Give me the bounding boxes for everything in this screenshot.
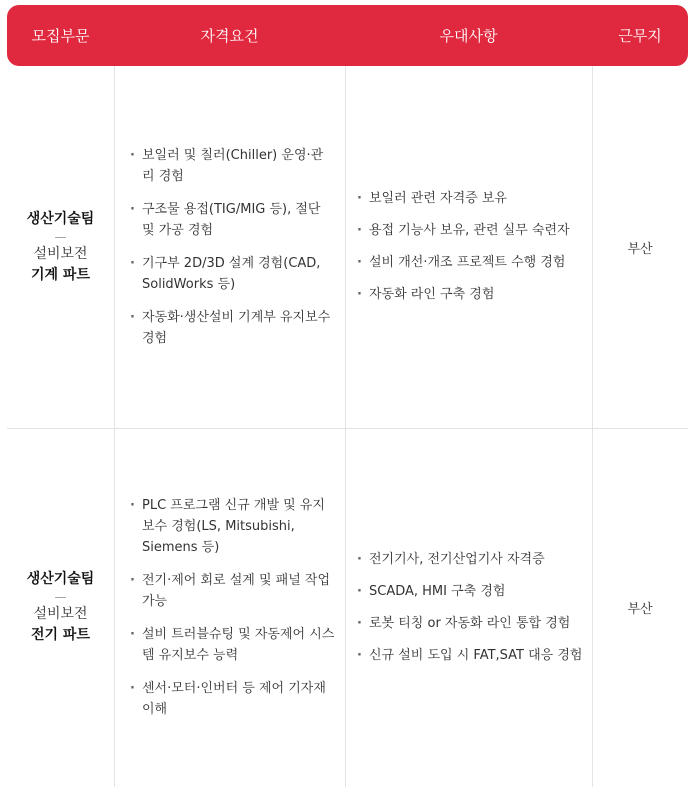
sub-department: 설비보전 bbox=[33, 606, 88, 622]
department-label bbox=[27, 209, 95, 286]
requirements-cell bbox=[114, 66, 345, 428]
list-item: · 전기기사, 전기산업기사 자격증 bbox=[353, 550, 583, 570]
location-text: 부산 bbox=[627, 241, 653, 257]
list-item: · PLC 프로그램 신규 개발 및 유지보수 경험(LS, Mitsubishi, Siemens 등) bbox=[126, 495, 335, 558]
preferred-cell bbox=[345, 428, 592, 787]
team-name: 생산기술팀 bbox=[26, 210, 95, 227]
preferred-cell bbox=[345, 66, 592, 428]
department-cell bbox=[7, 66, 114, 428]
list-item: · 설비 트러블슈팅 및 자동제어 시스템 유지보수 능력 bbox=[126, 624, 335, 666]
list-item: · 센서·모터·인버터 등 제어 기자재 이해 bbox=[126, 678, 335, 720]
part-name: 기계 파트 bbox=[31, 266, 90, 283]
list-item: · 구조물 용접(TIG/MIG 등), 절단 및 가공 경험 bbox=[126, 199, 335, 241]
requirements-cell bbox=[114, 428, 345, 787]
location-cell bbox=[592, 428, 688, 787]
dash-separator: — bbox=[54, 590, 67, 604]
table-header bbox=[7, 5, 688, 66]
header-preferred: 우대사항 bbox=[439, 27, 498, 45]
header-location: 근무지 bbox=[618, 27, 662, 45]
part-name: 전기 파트 bbox=[31, 627, 90, 643]
list-item: · 용접 기능사 보유, 관련 실무 숙련자 bbox=[353, 221, 570, 241]
department-label bbox=[27, 569, 95, 646]
list-item: · 보일러 및 칠러(Chiller) 운영·관리 경험 bbox=[126, 145, 335, 187]
table-row bbox=[0, 428, 693, 787]
team-name: 생산기술팀 bbox=[26, 571, 95, 587]
dash-separator: — bbox=[54, 229, 67, 244]
list-item: · SCADA, HMI 구축 경험 bbox=[353, 582, 583, 602]
location-text: 부산 bbox=[627, 602, 653, 617]
list-item: · 설비 개선·개조 프로젝트 수행 경험 bbox=[353, 253, 570, 273]
list-item: · 자동화 라인 구축 경험 bbox=[353, 285, 570, 305]
table-body bbox=[0, 66, 693, 787]
list-item: · 신규 설비 도입 시 FAT,SAT 대응 경험 bbox=[353, 646, 583, 666]
list-item: · 로봇 티칭 or 자동화 라인 통합 경험 bbox=[353, 614, 583, 634]
list-item: · 전기·제어 회로 설계 및 패널 작업 가능 bbox=[126, 570, 335, 612]
sub-department: 설비보전 bbox=[33, 245, 88, 262]
requirements-list bbox=[114, 495, 345, 720]
header-requirements: 자격요건 bbox=[200, 27, 259, 45]
header-department: 모집부문 bbox=[31, 27, 90, 45]
location-cell bbox=[592, 66, 688, 428]
preferred-list bbox=[345, 550, 591, 666]
list-item: · 보일러 관련 자격증 보유 bbox=[353, 189, 570, 209]
department-cell bbox=[7, 428, 114, 787]
list-item: · 기구부 2D/3D 설계 경험(CAD, SolidWorks 등) bbox=[126, 253, 335, 295]
table-row bbox=[0, 66, 693, 428]
requirements-list bbox=[114, 145, 345, 349]
preferred-list bbox=[345, 189, 578, 305]
list-item: · 자동화·생산설비 기계부 유지보수 경험 bbox=[126, 307, 335, 349]
